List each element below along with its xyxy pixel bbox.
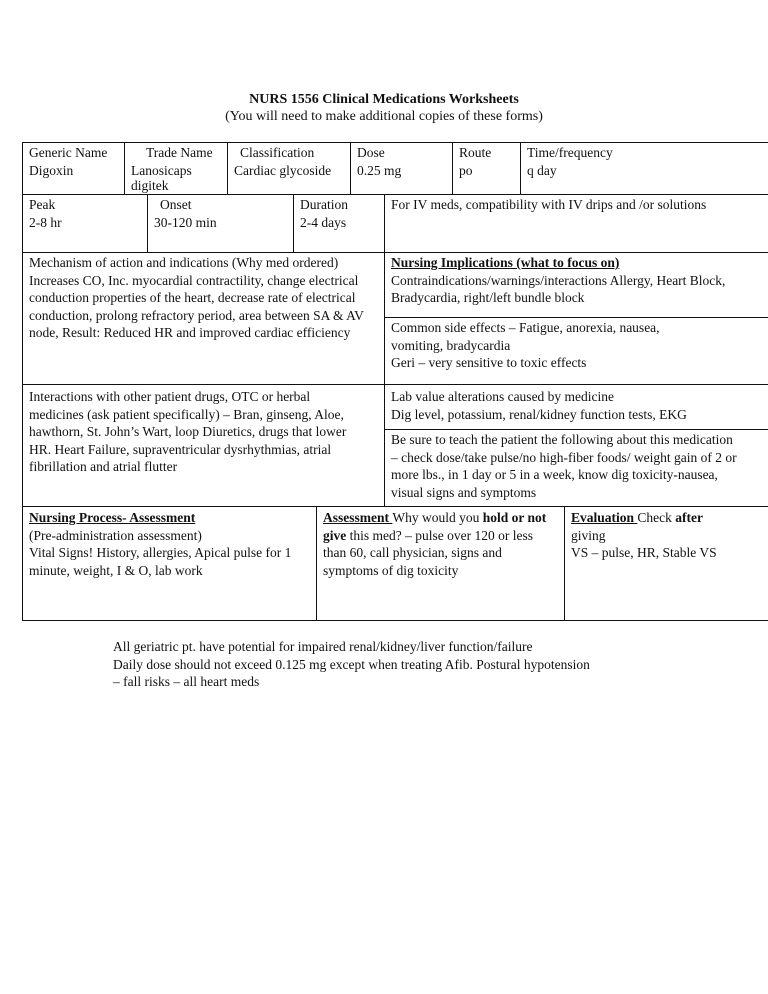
page-subtitle: (You will need to make additional copies of these forms) [225, 109, 543, 124]
evaluation-question: Check [637, 510, 676, 525]
additional-notes [113, 638, 673, 691]
duration-label: Duration [300, 197, 348, 212]
side-effects-cell [385, 318, 720, 373]
evaluation-title: Evaluation [571, 510, 638, 525]
row-divider [22, 384, 768, 385]
onset-label: Onset [160, 197, 192, 212]
time-frequency-label: Time/frequency [527, 145, 613, 160]
trade-name-label: Trade Name [146, 145, 213, 160]
classification-value: Cardiac glycoside [234, 162, 332, 178]
nursing-implications-text: Contraindications/warnings/interactions Allergy, Heart Block, Bradycardia, right/left bundle block [391, 272, 726, 305]
generic-name-value: Digoxin [29, 162, 74, 178]
time-frequency-value: q day [527, 162, 557, 178]
nursing-process-subtitle: (Pre-administration assessment) [29, 527, 202, 543]
interactions-text: Interactions with other patient drugs, OTC or herbal medicines (ask patient specifically) – Bran, ginseng, Aloe, hawthorn, St. John’s Wart, loop Diuretics, drugs that lower HR. Heart Failure, supraventricular dysrhythmias, atrial fibrillation and atrial flutter [29, 389, 347, 474]
lab-values-cell [385, 387, 768, 424]
side-effects-text: Common side effects – Fatigue, anorexia, nausea, vomiting, bradycardia [391, 320, 660, 353]
onset-value: 30-120 min [154, 214, 217, 230]
time-frequency-cell [521, 143, 768, 180]
nursing-process-cell [23, 508, 316, 580]
peak-cell [23, 195, 147, 232]
interactions-cell [23, 387, 363, 477]
mechanism-text: Mechanism of action and indications (Why med ordered) Increases CO, Inc. myocardial contractility, change electrical conduction properties of the heart, decrease rate of electrical conduction, prolong refractory period, area between SA & AV node, Result: Reduced HR and improved cardiac efficiency [29, 255, 364, 340]
duration-value: 2-4 days [300, 214, 347, 230]
patient-teaching-cell [385, 430, 745, 502]
evaluation-giving: giving [571, 527, 606, 543]
onset-cell [148, 195, 293, 232]
trade-name-cell [125, 143, 227, 196]
note-line: Daily dose should not exceed 0.125 mg except when treating Afib. Postural hypotension [113, 656, 590, 672]
trade-name-value: Lanosicaps [131, 162, 192, 178]
row-divider [22, 506, 768, 507]
lab-values-text: Dig level, potassium, renal/kidney function tests, EKG [391, 406, 687, 422]
nursing-process-title: Nursing Process- Assessment [29, 510, 196, 525]
generic-name-cell [23, 143, 124, 180]
assessment-question: Why would you [392, 510, 483, 525]
iv-compatibility-text: For IV meds, compatibility with IV drips and /or solutions [391, 197, 707, 212]
classification-label: Classification [240, 145, 315, 160]
generic-name-label: Generic Name [29, 145, 108, 160]
route-value: po [459, 162, 473, 178]
classification-cell [228, 143, 350, 180]
evaluation-cell [565, 508, 768, 563]
assessment-cell [317, 508, 564, 580]
evaluation-after: after [675, 510, 704, 525]
geri-text: Geri – very sensitive to toxic effects [391, 355, 587, 370]
iv-compatibility-cell [385, 195, 715, 215]
trade-name-value-2: digitek [131, 178, 169, 193]
dose-label: Dose [357, 145, 385, 160]
lab-values-label: Lab value alterations caused by medicine [391, 389, 615, 404]
dose-value: 0.25 mg [357, 162, 402, 178]
peak-label: Peak [29, 197, 56, 212]
mechanism-cell [23, 253, 384, 343]
page-title: NURS 1556 Clinical Medications Worksheets [249, 92, 519, 107]
note-line: All geriatric pt. have potential for impaired renal/kidney/liver function/failure [113, 639, 533, 654]
nursing-implications-cell [385, 253, 768, 308]
assessment-text: this med? – pulse over 120 or less than 60, call physician, signs and symptoms of dig toxicity [323, 527, 533, 578]
assessment-title: Assessment [323, 510, 393, 525]
nursing-process-text: Vital Signs! History, allergies, Apical pulse for 1 minute, weight, I & O, lab work [29, 545, 292, 578]
duration-cell [294, 195, 384, 232]
peak-value: 2-8 hr [29, 214, 62, 230]
route-label: Route [459, 145, 492, 160]
dose-cell [351, 143, 452, 180]
route-cell [453, 143, 520, 180]
patient-teaching-text: Be sure to teach the patient the following about this medication – check dose/take pulse/no high-fiber foods/ weight gain of 2 or more lbs., in 1 day or 5 in a week, know dig toxicity-nausea, visual signs and symptoms [391, 432, 737, 500]
nursing-implications-title: Nursing Implications (what to focus on) [391, 255, 620, 270]
note-line: – fall risks – all heart meds [113, 674, 260, 689]
assessment-hold-text: hold or not give [323, 510, 547, 543]
evaluation-text: VS – pulse, HR, Stable VS [571, 545, 717, 560]
